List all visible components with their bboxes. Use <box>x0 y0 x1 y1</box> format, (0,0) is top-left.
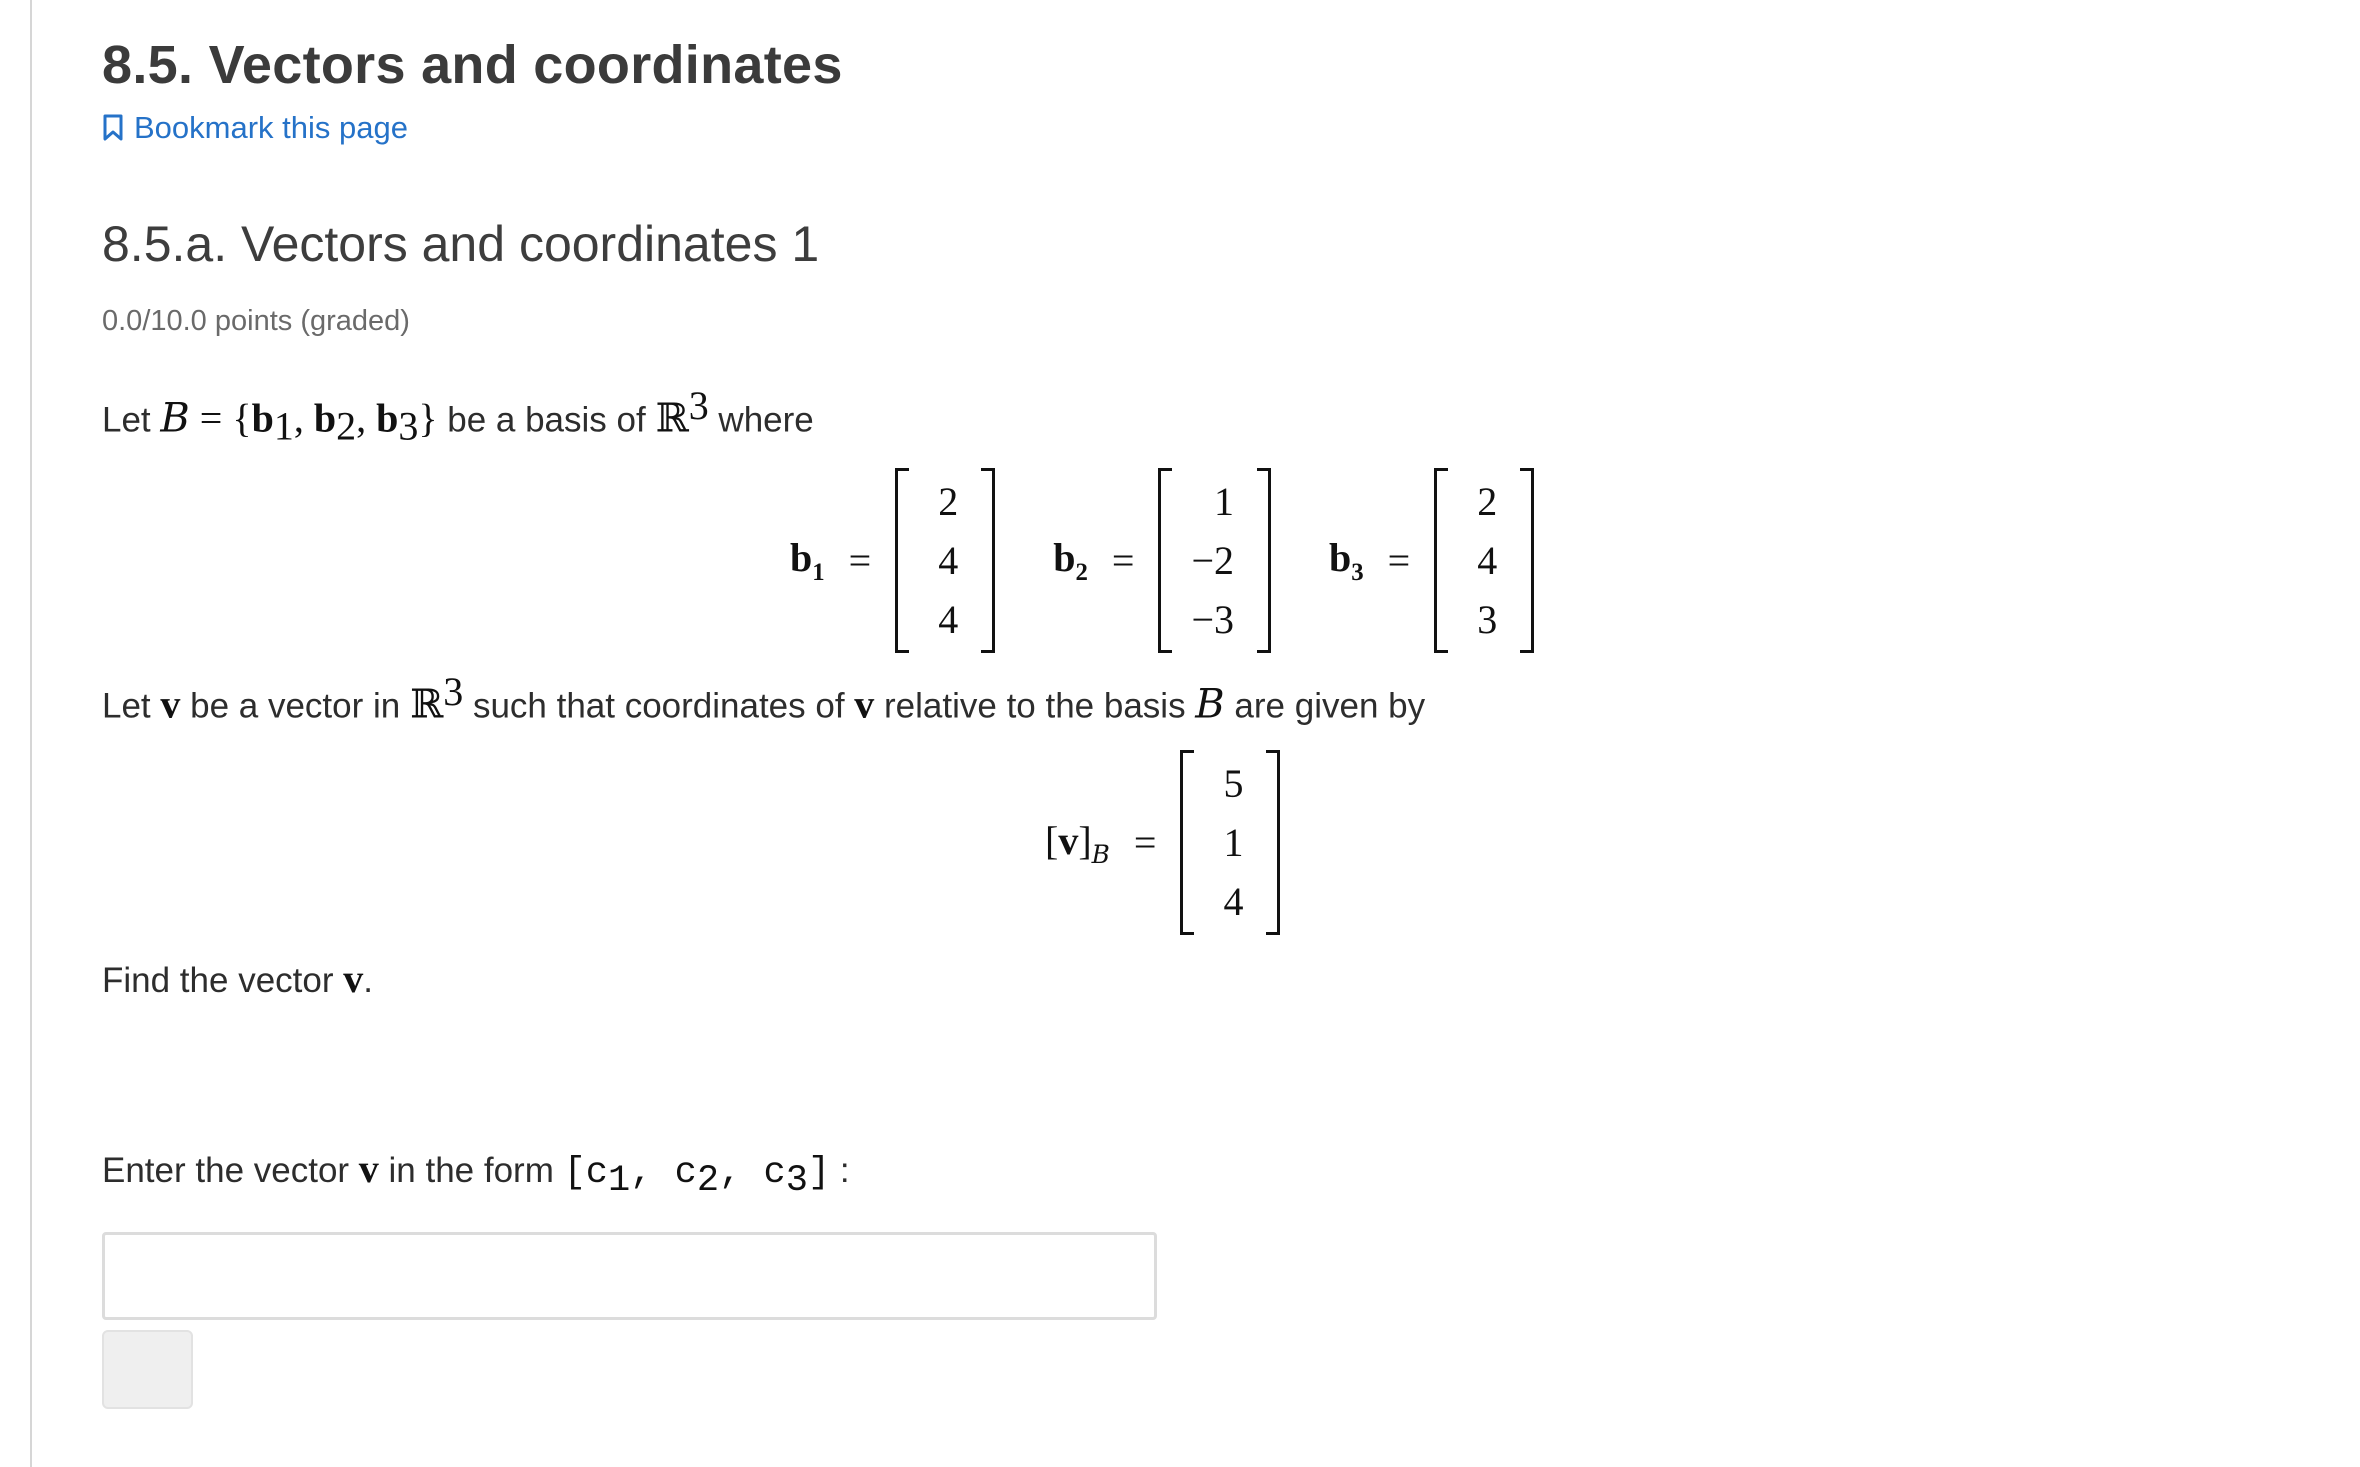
b1-entry: 4 <box>938 597 959 642</box>
b1-entry: 4 <box>938 538 959 583</box>
vector-statement: Let v be a vector in ℝ$^3$ such that coordinates of v relative to the basis B are given by <box>102 669 1426 728</box>
b2-entry: −2 <box>1191 538 1234 583</box>
b3-matrix <box>1434 470 1534 651</box>
b3-entry: 4 <box>1477 538 1498 583</box>
b3-entry: 3 <box>1477 597 1498 642</box>
vB-entry: 5 <box>1223 761 1244 806</box>
b3-entry: 2 <box>1477 479 1498 524</box>
problem-points: 0.0/10.0 points (graded) <box>102 305 410 337</box>
b1-matrix <box>895 470 995 651</box>
bookmark-label: Bookmark this page <box>134 110 408 145</box>
b2-entry: 1 <box>1214 479 1234 524</box>
bookmark-icon <box>102 114 124 142</box>
bookmark-link[interactable] <box>102 110 408 146</box>
b2-entry: −3 <box>1191 597 1234 642</box>
vB-entry: 1 <box>1223 820 1244 865</box>
page-title: 8.5. Vectors and coordinates <box>102 35 843 95</box>
b3-label: $b_3$ <box>1329 535 1364 586</box>
submit-button[interactable] <box>102 1330 193 1409</box>
vB-entry: 4 <box>1223 879 1244 924</box>
vB-label: $[v]_B$ <box>1045 817 1110 869</box>
find-vector-prompt: Find the vector v. <box>102 956 373 1001</box>
answer-instruction: Enter the vector v in the form [$c_1$, $c_2$, $c_3$] : <box>102 1146 850 1202</box>
problem-title: 8.5.a. Vectors and coordinates 1 <box>102 216 820 272</box>
basis-symbol: B <box>160 395 190 442</box>
b1-entry: 2 <box>938 479 959 524</box>
scrollbar-track[interactable] <box>2332 0 2360 1467</box>
basis-statement: Let $B = \{b_1$, $b_2$, $b_3$} be a basis of ℝ$^3$ where <box>102 383 814 449</box>
basis-vectors-equation: $b_1$ = 2 4 4 $b_2$ = 1 −2 −3 $b_3$ = 2 4 3 <box>790 470 1534 651</box>
b2-label: $b_2$ <box>1053 535 1088 586</box>
vB-matrix <box>1180 752 1280 933</box>
coordinate-vector-equation: $[v]_B$ = 5 1 4 <box>1045 752 1280 933</box>
b2-matrix <box>1158 470 1271 651</box>
content-left-border <box>30 0 32 1467</box>
b1-label: $b_1$ <box>790 535 825 586</box>
answer-input[interactable] <box>102 1232 1157 1320</box>
